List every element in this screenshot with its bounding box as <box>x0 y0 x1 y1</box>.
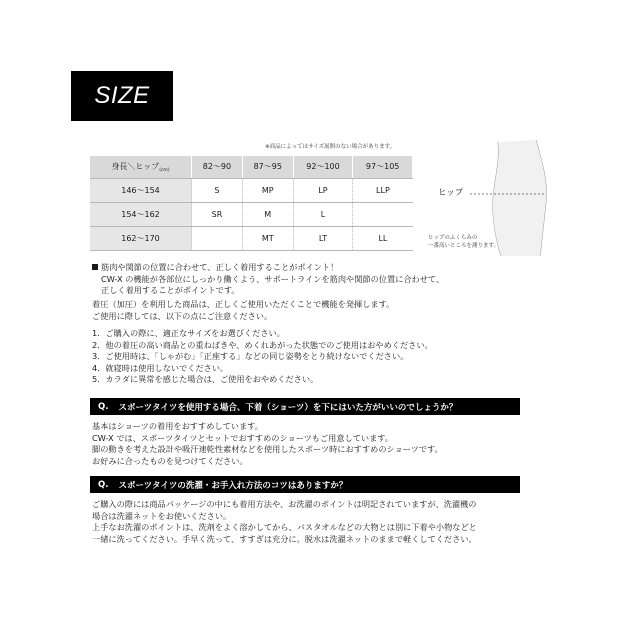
faq-answer: ご購入の際には商品パッケージの中にも着用方法や、お洗濯のポイントは明記されていますが、洗濯機の 場合は洗濯ネットをお使いください。 上手なお洗濯のポイントは、洗剤をよく溶かしてから、バスタオルなどの大物とは別に下着や小物などと 一緒に洗ってください。手早く洗って、すすぎは充分に。脱水は洗濯ネットのままで軽くしてください。 <box>92 499 477 544</box>
size-cell: LLP <box>353 178 413 202</box>
list-item: 3．ご使用時は、「しゃがむ」「正座する」などの同じ姿勢をとり続けないでください。 <box>92 351 409 362</box>
fitting-point-title: 筋肉や関節の位置に合わせて、正しく着用することがポイント！ <box>101 262 339 272</box>
fitting-point-text: 正しく着用することがポイントです。 <box>101 285 240 296</box>
hip-column-header: 87〜95 <box>242 156 293 178</box>
hip-column-header: 92〜100 <box>293 156 353 178</box>
size-cell: L <box>293 202 353 226</box>
list-item: 4．就寝時は使用しないでください。 <box>92 362 229 373</box>
hip-label: ヒップ <box>438 188 464 198</box>
faq-answer: 基本はショーツの着用をおすすめしています。 CW-X では、スポーツタイツとセットでおすすめのショーツもご用意しています。 脚の動きを考えた設計や吸汗速乾性素材などを使用したスポーツ時におすすめのショーツです。 お好みに合ったものを見つけてください。 <box>92 421 443 466</box>
height-row-header: 162〜170 <box>90 226 192 250</box>
hip-column-header: 82〜90 <box>192 156 243 178</box>
size-cell: LP <box>293 178 353 202</box>
table-row <box>90 202 413 226</box>
pressure-intro: 着圧（加圧）を利用した商品は、正しくご使用いただくことで機能を発揮します。 ご使用に際しては、以下の点にご注意ください。 <box>92 299 395 321</box>
size-cell: MP <box>242 178 293 202</box>
fitting-point-section <box>92 262 444 297</box>
size-cell: M <box>242 202 293 226</box>
size-cell <box>353 202 413 226</box>
caution-list <box>92 328 433 386</box>
size-availability-note: ※商品によってはサイズ展開のない場合があります。 <box>265 144 396 150</box>
height-row-header: 146〜154 <box>90 178 192 202</box>
size-cell: LL <box>353 226 413 250</box>
list-item: 2．他の着圧の高い商品との重ねばきや、めくれあがった状態でのご使用はおやめください。 <box>92 339 433 350</box>
table-header-row <box>90 156 413 178</box>
table-row <box>90 178 413 202</box>
square-bullet-icon <box>92 264 98 270</box>
fitting-point-text: CW-X の機能が各部位にしっかり働くよう、サポートラインを筋肉や関節の位置に合わせて、 <box>101 273 445 284</box>
size-badge: SIZE <box>71 71 173 121</box>
list-item: 1．ご購入の際に、適正なサイズをお選びください。 <box>92 328 285 338</box>
faq-question-bar: Q. スポーツタイツの洗濯・お手入れ方法のコツはありますか？ <box>90 476 520 493</box>
hip-column-header: 97〜105 <box>353 156 413 178</box>
faq-question-bar: Q. スポーツタイツを使用する場合、下着（ショーツ）を下にはいた方がいいのでしょうか？ <box>90 398 520 415</box>
list-item: 5．カラダに異常を感じた場合は、ご使用をおやめください。 <box>92 374 319 385</box>
height-row-header: 154〜162 <box>90 202 192 226</box>
hip-measure-note: ヒップのふくらみの 一番高いところを測ります。 <box>428 235 500 249</box>
size-cell <box>192 226 243 250</box>
size-cell: SR <box>192 202 243 226</box>
size-cell: LT <box>293 226 353 250</box>
table-corner-header: 身長＼ヒップ$_{(cm)}$ <box>90 156 192 178</box>
size-cell: S <box>192 178 243 202</box>
body-shade <box>493 140 547 256</box>
size-cell: MT <box>242 226 293 250</box>
table-row <box>90 226 413 250</box>
size-table <box>90 156 413 251</box>
